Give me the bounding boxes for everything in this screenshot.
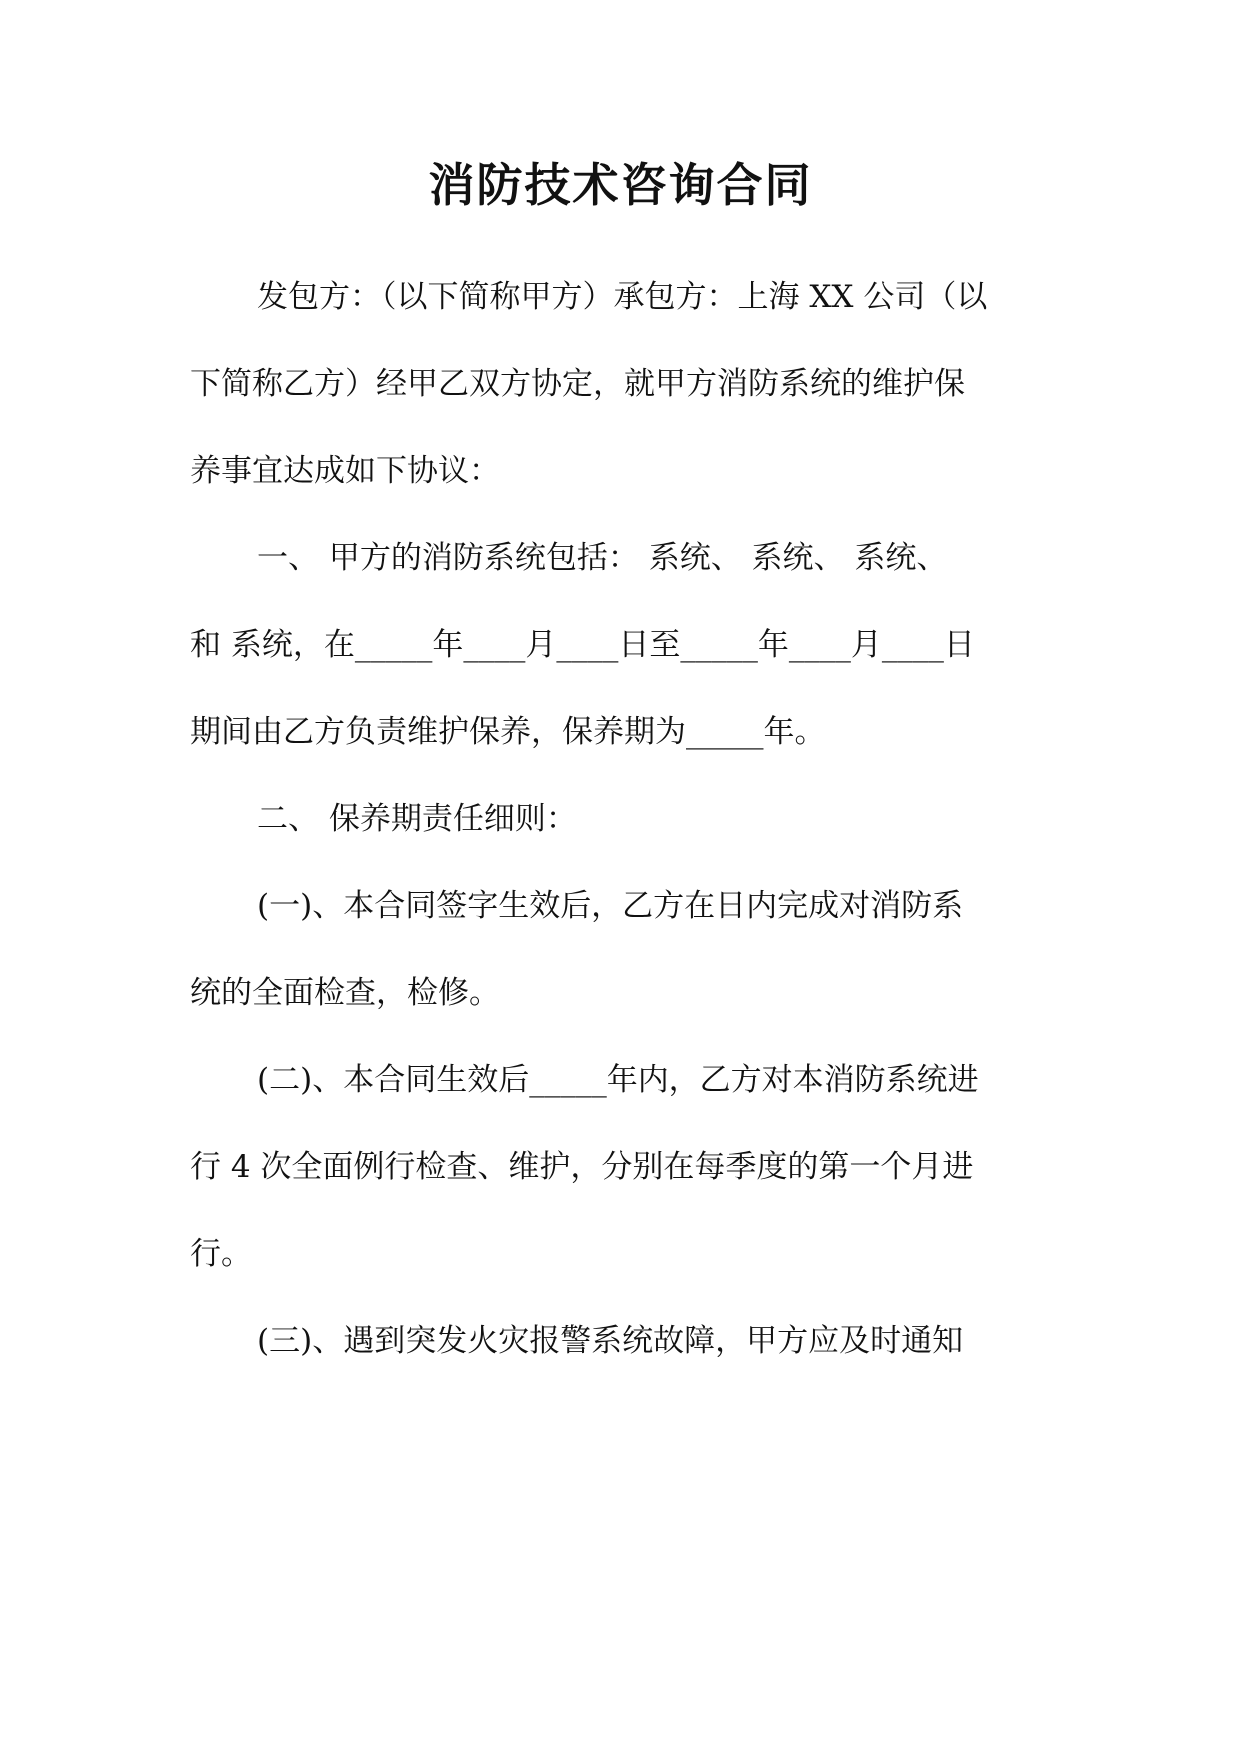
paragraph-line: 行。 — [190, 1236, 252, 1272]
paragraph-line: 发包方：（以下简称甲方）承包方：上海 XX 公司（以 — [257, 279, 988, 315]
paragraph-line: 下简称乙方）经甲乙双方协定，就甲方消防系统的维护保 — [190, 366, 965, 402]
paragraph-line: 期间由乙方负责维护保养，保养期为_____年。 — [190, 714, 826, 750]
paragraph-line: (三)、遇到突发火灾报警系统故障，甲方应及时通知 — [257, 1323, 964, 1359]
paragraph-line: 养事宜达成如下协议： — [190, 453, 500, 489]
section-heading: 二、 保养期责任细则： — [257, 801, 577, 837]
paragraph-line: 和 系统，在_____年____月____日至_____年____月____日 — [190, 627, 975, 663]
paragraph-line: 一、 甲方的消防系统包括： 系统、 系统、 系统、 — [257, 540, 948, 576]
paragraph-line: (一)、本合同签字生效后，乙方在日内完成对消防系 — [257, 888, 964, 924]
paragraph-line: 统的全面检查，检修。 — [190, 975, 500, 1011]
document-title: 消防技术咨询合同 — [428, 158, 813, 212]
paragraph-line: (二)、本合同生效后_____年内，乙方对本消防系统进 — [257, 1062, 979, 1098]
paragraph-line: 行 4 次全面例行检查、维护，分别在每季度的第一个月进 — [190, 1149, 974, 1185]
